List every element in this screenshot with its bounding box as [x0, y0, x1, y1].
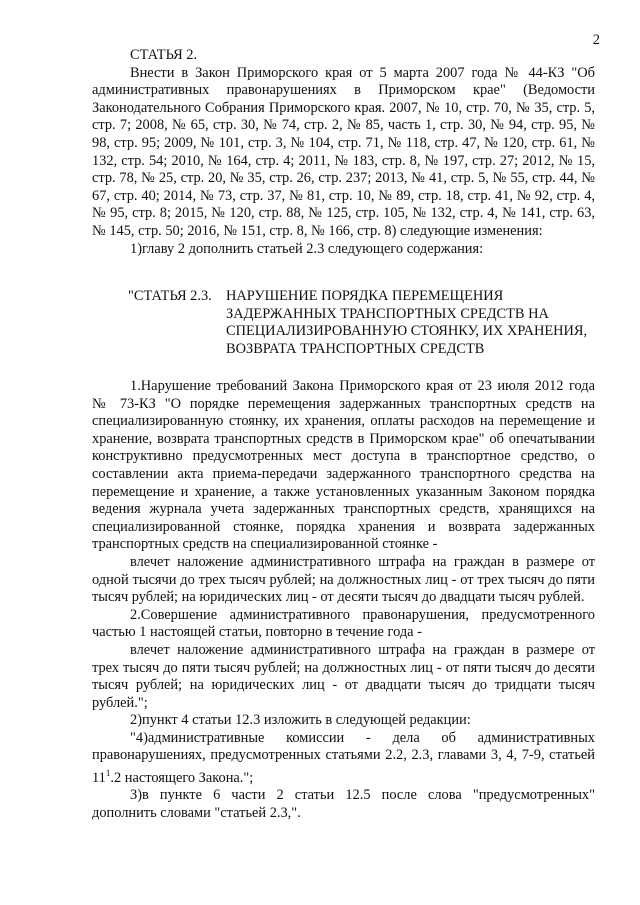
item-1: 1)главу 2 дополнить статьей 2.3 следующего содержания:: [130, 240, 484, 257]
new-article-label: "СТАТЬЯ 2.3.: [128, 288, 212, 304]
part-2-penalty: влечет наложение административного штрафа на граждан в размере от трех тысяч до пяти тысяч рублей; на должностных лиц - от пяти тысяч до десяти тысяч рублей; на юридических лиц - от двадцати тысяч до тридцати тысяч рублей.";: [92, 641, 595, 711]
item-3: 3)в пункте 6 части 2 статьи 12.5 после слова "предусмотренных" дополнить словами "статьей 2.3,".: [92, 787, 595, 822]
item-2-text-end: .2 настоящего Закона.";: [110, 769, 254, 786]
part-2: 2.Совершение административного правонарушения, предусмотренного частью 1 настоящей статьи, повторно в течение года -: [92, 606, 595, 641]
part-1: 1.Нарушение требований Закона Приморского края от 23 июля 2012 года № 73-КЗ "О порядке перемещения задержанных транспортных средств на специализированную стоянку, их хранения, оплаты расходов на перемещение и хранение, возврата транспортных средств в Приморском крае" об опечатывании конструктивно предусмотренных мест доступа в транспортное средство, о составлении акта приема-передачи задержанного транспортного средства на перемещение и хранение, а также установленных указанным Законом порядка ведения журнала учета задержанных транспортных средств, хранящихся на специализированной стоянке, порядка хранения и возврата задержанных транспортных средств на специализированной стоянке -: [92, 378, 595, 553]
page-number: 2: [592, 32, 600, 48]
article-heading: СТАТЬЯ 2.: [130, 47, 198, 63]
amendment-intro: Внести в Закон Приморского края от 5 марта 2007 года № 44-КЗ "Об административных правонарушениях в Приморском крае" (Ведомости Законодательного Собрания Приморского края. 2007, № 10, стр. 70, № 35, стр. 5, стр. 7; 2008, № 65, стр. 30, № 74, стр. 2, № 85, часть 1, стр. 30, № 94, стр. 95, № 98, стр. 95; 2009, № 101, стр. 3, № 104, стр. 71, № 118, стр. 47, № 120, стр. 61, № 132, стр. 54; 2010, № 164, стр. 4; 2011, № 183, стр. 8, № 197, стр. 27; 2012, № 15, стр. 78, № 25, стр. 20, № 35, стр. 26, стр. 237; 2013, № 41, стр. 5, № 55, стр. 44, № 67, стр. 40; 2014, № 73, стр. 37, № 81, стр. 10, № 89, стр. 18, стр. 41, № 92, стр. 4, № 95, стр. 8; 2015, № 120, стр. 88, № 125, стр. 105, № 132, стр. 4, № 141, стр. 63, № 145, стр. 50; 2016, № 151, стр. 8, № 166, стр. 8) следующие изменения:: [92, 64, 595, 239]
part-1-penalty: влечет наложение административного штрафа на граждан в размере от одной тысячи до трех тысяч рублей; на должностных лиц - от трех тысяч до пяти тысяч рублей; на юридических лиц - от десяти тысяч до двадцати тысяч рублей.: [92, 553, 595, 606]
new-article-title: НАРУШЕНИЕ ПОРЯДКА ПЕРЕМЕЩЕНИЯ ЗАДЕРЖАННЫХ ТРАНСПОРТНЫХ СРЕДСТВ НА СПЕЦИАЛИЗИРОВАННУЮ СТОЯНКУ, ИХ ХРАНЕНИЯ, ВОЗВРАТА ТРАНСПОРТНЫХ СРЕДСТВ: [226, 288, 588, 357]
item-2-text: [92, 730, 595, 788]
item-2: 2)пункт 4 статьи 12.3 изложить в следующей редакции:: [130, 712, 471, 729]
item-2-superscript: 1: [105, 768, 111, 779]
new-article-body: [92, 378, 595, 823]
article-2-section: [92, 47, 595, 258]
item-2-text-main: "4)административные комиссии - дела об административных правонарушениях, предусмотренных статьями 2.2, 2.3, главами 3, 4, 7-9, статьей 11: [92, 729, 595, 786]
